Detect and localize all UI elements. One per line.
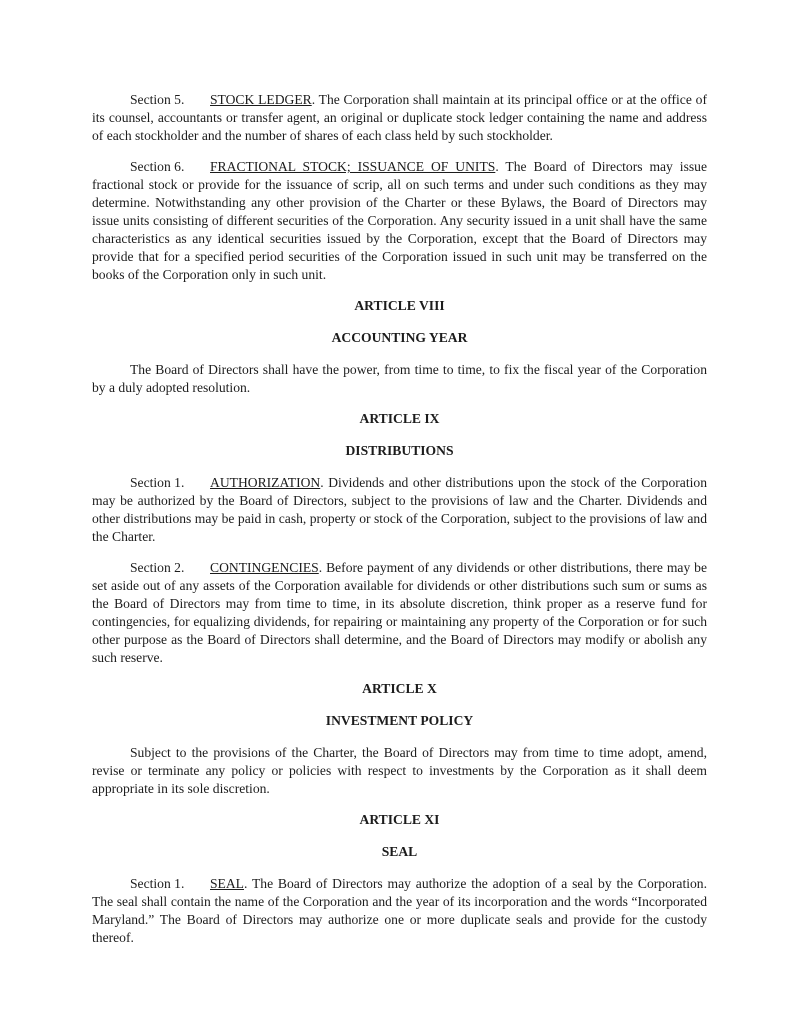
section-label: Section 6.: [130, 159, 185, 174]
body-paragraph: The Board of Directors shall have the power, from time to time, to fix the fiscal year of the Corporation by a duly adopted resolution.: [92, 362, 707, 395]
section-label: Section 1.: [130, 876, 185, 891]
section-label: Section 2.: [130, 560, 185, 575]
article-heading: ARTICLE X: [362, 681, 437, 696]
section-paragraph: Section 1. AUTHORIZATION. Dividends and other distributions upon the stock of the Corporation may be authorized by the Board of Directors, subject to the provisions of law and the Charter. Dividends and other distributions may be paid in cash, property or stock of the Corporation, subject to the provisions of law and the Charter.: [92, 475, 707, 544]
section-heading: CONTINGENCIES: [210, 560, 319, 575]
section-paragraph: Section 1. SEAL. The Board of Directors may authorize the adoption of a seal by the Corporation. The seal shall contain the name of the Corporation and the year of its incorporation and the words “Incorporated Maryland.” The Board of Directors may authorize one or more duplicate seals and provide for the custody thereof.: [92, 876, 707, 945]
body-paragraph: Subject to the provisions of the Charter, the Board of Directors may from time to time adopt, amend, revise or terminate any policy or policies with respect to investments by the Corporation as it shall deem appropriate in its sole discretion.: [92, 745, 707, 796]
article-heading: ARTICLE VIII: [354, 298, 445, 313]
article-heading: ACCOUNTING YEAR: [331, 330, 468, 345]
article-heading: DISTRIBUTIONS: [345, 443, 454, 458]
section-label: Section 5.: [130, 92, 185, 107]
section-heading: FRACTIONAL STOCK; ISSUANCE OF UNITS: [210, 159, 496, 174]
section-heading: STOCK LEDGER: [210, 92, 312, 107]
article-heading: INVESTMENT POLICY: [325, 713, 474, 728]
section-paragraph: Section 6. FRACTIONAL STOCK; ISSUANCE OF UNITS. The Board of Directors may issue fractional stock or provide for the issuance of scrip, all on such terms and under such conditions as they may determine. Notwithstanding any other provision of the Charter or these Bylaws, the Board of Directors may issue units consisting of different securities of the Corporation. Any security issued in a unit shall have the same characteristics as any identical securities issued by the Corporation, except that the Board of Directors may provide that for a specified period securities of the Corporation issued in such unit may be transferred on the books of the Corporation only in such unit.: [92, 159, 707, 282]
section-heading: AUTHORIZATION: [210, 475, 321, 490]
article-heading: ARTICLE IX: [359, 411, 440, 426]
section-paragraph: Section 5. STOCK LEDGER. The Corporation shall maintain at its principal office or at the office of its counsel, accountants or transfer agent, an original or duplicate stock ledger containing the name and address of each stockholder and the number of shares of each class held by such stockholder.: [92, 92, 707, 143]
section-heading: SEAL: [210, 876, 244, 891]
section-paragraph: Section 2. CONTINGENCIES. Before payment of any dividends or other distributions, there may be set aside out of any assets of the Corporation available for dividends or other distributions such sum or sums as the Board of Directors may from time to time, in its absolute discretion, think proper as a reserve fund for contingencies, for equalizing dividends, for repairing or maintaining any property of the Corporation or for such other purpose as the Board of Directors shall determine, and the Board of Directors may modify or abolish any such reserve.: [92, 560, 707, 665]
section-label: Section 1.: [130, 475, 185, 490]
article-heading: ARTICLE XI: [359, 812, 440, 827]
article-heading: SEAL: [381, 844, 418, 859]
